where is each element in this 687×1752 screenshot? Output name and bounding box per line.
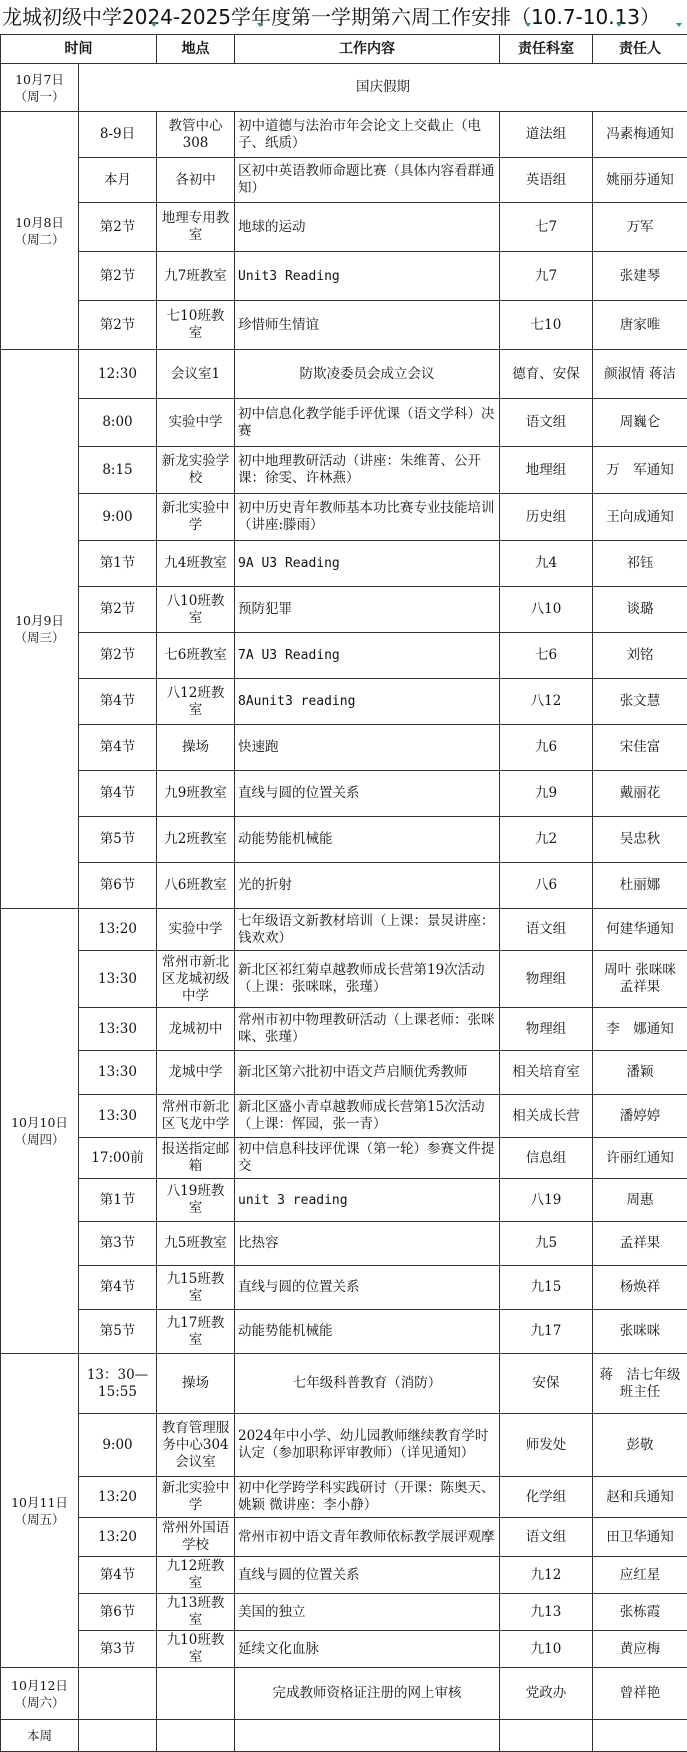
place-cell: 七10班教室 bbox=[157, 301, 235, 350]
dept-cell: 物理组 bbox=[500, 1008, 593, 1051]
time-cell: 第2节 bbox=[79, 633, 157, 679]
content-cell: 直线与圆的位置关系 bbox=[235, 1557, 500, 1594]
place-cell: 地理专用教室 bbox=[157, 203, 235, 252]
person-cell: 曾祥艳 bbox=[593, 1668, 687, 1720]
place-cell: 八12班教室 bbox=[157, 679, 235, 725]
table-row bbox=[1, 1051, 687, 1095]
time-cell bbox=[79, 1668, 157, 1720]
person-cell: 万 军通知 bbox=[593, 447, 687, 494]
time-cell: 12:30 bbox=[79, 350, 157, 399]
content-cell: 9A U3 Reading bbox=[235, 541, 500, 587]
content-cell: 初中历史青年教师基本功比赛专业技能培训（讲座:滕雨） bbox=[235, 494, 500, 541]
place-cell: 新北实验中学 bbox=[157, 494, 235, 541]
time-cell: 9:00 bbox=[79, 1414, 157, 1477]
filter-dropdown-icon[interactable] bbox=[150, 22, 159, 29]
person-cell: 唐家唯 bbox=[593, 301, 687, 350]
person-cell: 王向成通知 bbox=[593, 494, 687, 541]
place-cell: 操场 bbox=[157, 725, 235, 771]
time-cell: 第5节 bbox=[79, 817, 157, 863]
place-cell: 八10班教室 bbox=[157, 587, 235, 633]
dept-cell: 化学组 bbox=[500, 1477, 593, 1518]
time-cell: 13:30 bbox=[79, 1095, 157, 1138]
dept-cell: 信息组 bbox=[500, 1138, 593, 1179]
person-cell: 周巍仑 bbox=[593, 399, 687, 447]
dept-cell: 九9 bbox=[500, 771, 593, 817]
place-cell: 八19班教室 bbox=[157, 1179, 235, 1222]
person-cell: 蒋 洁七年级班主任 bbox=[593, 1354, 687, 1414]
date-cell: 10月8日 （周二） bbox=[1, 112, 79, 350]
table-row bbox=[1, 951, 687, 1008]
person-cell: 杜丽娜 bbox=[593, 863, 687, 909]
dept-cell: 党政办 bbox=[500, 1668, 593, 1720]
content-cell: 区初中英语教师命题比赛（具体内容看群通知） bbox=[235, 158, 500, 203]
content-cell: 常州市初中语文青年教师依标教学展评观摩 bbox=[235, 1518, 500, 1557]
time-cell: 第4节 bbox=[79, 1266, 157, 1310]
time-cell: 13:20 bbox=[79, 909, 157, 951]
time-cell: 第3节 bbox=[79, 1222, 157, 1266]
person-cell: 彭敬 bbox=[593, 1414, 687, 1477]
person-cell: 张咪咪 bbox=[593, 1310, 687, 1354]
dept-cell: 物理组 bbox=[500, 951, 593, 1008]
content-cell: 8Aunit3 reading bbox=[235, 679, 500, 725]
date-cell: 10月12日 （周六） bbox=[1, 1668, 79, 1720]
dept-cell: 九4 bbox=[500, 541, 593, 587]
table-row bbox=[1, 301, 687, 350]
place-cell bbox=[157, 1720, 235, 1752]
dept-cell: 九2 bbox=[500, 817, 593, 863]
place-cell: 教育管理服务中心304会议室 bbox=[157, 1414, 235, 1477]
dept-cell: 九17 bbox=[500, 1310, 593, 1354]
place-cell: 常州外国语学校 bbox=[157, 1518, 235, 1557]
table-row bbox=[1, 1222, 687, 1266]
place-cell: 九2班教室 bbox=[157, 817, 235, 863]
content-cell: 初中道德与法治市年会论文上交截止（电子、纸质） bbox=[235, 112, 500, 158]
time-cell: 13:30 bbox=[79, 951, 157, 1008]
time-cell: 第4节 bbox=[79, 679, 157, 725]
table-row bbox=[1, 863, 687, 909]
content-cell: 初中地理教研活动（讲座：朱维菁、公开课：徐雯、许林燕） bbox=[235, 447, 500, 494]
place-cell bbox=[157, 1668, 235, 1720]
dept-cell: 九6 bbox=[500, 725, 593, 771]
table-row bbox=[1, 1557, 687, 1594]
dept-cell: 语文组 bbox=[500, 1518, 593, 1557]
place-cell: 教管中心308 bbox=[157, 112, 235, 158]
filter-dropdown-icon[interactable] bbox=[256, 22, 265, 29]
header-time: 时间 bbox=[1, 35, 157, 64]
page-title: 龙城初级中学2024-2025学年度第一学期第六周工作安排（10.7-10.13） bbox=[0, 0, 687, 34]
content-cell: 动能势能机械能 bbox=[235, 817, 500, 863]
person-cell: 万军 bbox=[593, 203, 687, 252]
content-cell: 新北区第六批初中语文芦启顺优秀教师 bbox=[235, 1051, 500, 1095]
table-row bbox=[1, 1095, 687, 1138]
dept-cell: 八12 bbox=[500, 679, 593, 725]
dept-cell: 八6 bbox=[500, 863, 593, 909]
time-cell: 第2节 bbox=[79, 203, 157, 252]
place-cell: 九9班教室 bbox=[157, 771, 235, 817]
table-row bbox=[1, 1266, 687, 1310]
place-cell: 九5班教室 bbox=[157, 1222, 235, 1266]
dept-cell: 九12 bbox=[500, 1557, 593, 1594]
time-cell: 13:30 bbox=[79, 1008, 157, 1051]
time-cell: 第2节 bbox=[79, 587, 157, 633]
person-cell: 宋佳富 bbox=[593, 725, 687, 771]
dept-cell: 九10 bbox=[500, 1631, 593, 1668]
time-cell: 第2节 bbox=[79, 301, 157, 350]
place-cell: 九12班教室 bbox=[157, 1557, 235, 1594]
content-cell: 新北区盛小青卓越教师成长营第15次活动（上课：恽园，张一青） bbox=[235, 1095, 500, 1138]
date-cell: 10月9日 （周三） bbox=[1, 350, 79, 909]
table-row bbox=[1, 1477, 687, 1518]
content-cell: 初中信息化教学能手评优课（语文学科）决赛 bbox=[235, 399, 500, 447]
place-cell: 七6班教室 bbox=[157, 633, 235, 679]
table-row bbox=[1, 252, 687, 301]
header-dept: 责任科室 bbox=[500, 35, 593, 64]
place-cell: 八6班教室 bbox=[157, 863, 235, 909]
person-cell: 应红星 bbox=[593, 1557, 687, 1594]
place-cell: 九4班教室 bbox=[157, 541, 235, 587]
content-cell: 比热容 bbox=[235, 1222, 500, 1266]
content-cell: 珍惜师生情谊 bbox=[235, 301, 500, 350]
header-place: 地点 bbox=[157, 35, 235, 64]
person-cell: 刘铭 bbox=[593, 633, 687, 679]
table-row bbox=[1, 399, 687, 447]
content-cell: 七年级语文新教材培训（上课：景炅讲座：钱欢欢） bbox=[235, 909, 500, 951]
dept-cell: 相关培育室 bbox=[500, 1051, 593, 1095]
dept-cell: 九7 bbox=[500, 252, 593, 301]
content-cell: 地球的运动 bbox=[235, 203, 500, 252]
header-row bbox=[1, 35, 687, 64]
person-cell: 李 娜通知 bbox=[593, 1008, 687, 1051]
dept-cell: 七6 bbox=[500, 633, 593, 679]
holiday-note: 国庆假期 bbox=[79, 64, 687, 112]
content-cell: 快速跑 bbox=[235, 725, 500, 771]
date-cell: 本周 bbox=[1, 1720, 79, 1752]
place-cell: 新北实验中学 bbox=[157, 1477, 235, 1518]
time-cell: 13:30 bbox=[79, 1051, 157, 1095]
person-cell: 许丽红通知 bbox=[593, 1138, 687, 1179]
person-cell: 吴忠秋 bbox=[593, 817, 687, 863]
time-cell: 第4节 bbox=[79, 725, 157, 771]
time-cell: 第1节 bbox=[79, 541, 157, 587]
table-row bbox=[1, 203, 687, 252]
person-cell: 周叶 张咪咪 孟祥果 bbox=[593, 951, 687, 1008]
person-cell: 祁钰 bbox=[593, 541, 687, 587]
place-cell: 常州市新北区飞龙中学 bbox=[157, 1095, 235, 1138]
time-cell: 第3节 bbox=[79, 1631, 157, 1668]
table-row bbox=[1, 494, 687, 541]
table-row bbox=[1, 1179, 687, 1222]
time-cell: 第1节 bbox=[79, 1179, 157, 1222]
table-row bbox=[1, 350, 687, 399]
dept-cell: 师发处 bbox=[500, 1414, 593, 1477]
content-cell: 完成教师资格证注册的网上审核 bbox=[235, 1668, 500, 1720]
dept-cell: 七10 bbox=[500, 301, 593, 350]
time-cell: 9:00 bbox=[79, 494, 157, 541]
place-cell: 实验中学 bbox=[157, 399, 235, 447]
dept-cell: 安保 bbox=[500, 1354, 593, 1414]
content-cell: 美国的独立 bbox=[235, 1594, 500, 1631]
person-cell bbox=[593, 1720, 687, 1752]
place-cell: 会议室1 bbox=[157, 350, 235, 399]
person-cell: 周惠 bbox=[593, 1179, 687, 1222]
place-cell: 九17班教室 bbox=[157, 1310, 235, 1354]
table-row bbox=[1, 817, 687, 863]
content-cell: 7A U3 Reading bbox=[235, 633, 500, 679]
place-cell: 常州市新北区龙城初级中学 bbox=[157, 951, 235, 1008]
dept-cell bbox=[500, 1720, 593, 1752]
table-row bbox=[1, 447, 687, 494]
person-cell: 谈璐 bbox=[593, 587, 687, 633]
person-cell: 张建琴 bbox=[593, 252, 687, 301]
content-cell: unit 3 reading bbox=[235, 1179, 500, 1222]
content-cell: 2024年中小学、幼儿园教师继续教育学时认定（参加职称评审教师）（详见通知） bbox=[235, 1414, 500, 1477]
table-row bbox=[1, 725, 687, 771]
filter-dropdown-icon[interactable] bbox=[615, 22, 624, 29]
table-row bbox=[1, 1008, 687, 1051]
date-cell: 10月7日 （周一） bbox=[1, 64, 79, 112]
place-cell: 新龙实验学校 bbox=[157, 447, 235, 494]
dept-cell: 八10 bbox=[500, 587, 593, 633]
dept-cell: 九15 bbox=[500, 1266, 593, 1310]
content-cell: 初中信息科技评优课（第一轮）参赛文件提交 bbox=[235, 1138, 500, 1179]
person-cell: 冯素梅通知 bbox=[593, 112, 687, 158]
person-cell: 孟祥果 bbox=[593, 1222, 687, 1266]
table-row bbox=[1, 633, 687, 679]
date-cell: 10月10日 （周四） bbox=[1, 909, 79, 1354]
dept-cell: 八19 bbox=[500, 1179, 593, 1222]
content-cell bbox=[235, 1720, 500, 1752]
dept-cell: 九5 bbox=[500, 1222, 593, 1266]
time-cell: 8:15 bbox=[79, 447, 157, 494]
table-row bbox=[1, 1414, 687, 1477]
time-cell: 第6节 bbox=[79, 1594, 157, 1631]
time-cell: 第6节 bbox=[79, 863, 157, 909]
time-cell: 13:20 bbox=[79, 1518, 157, 1557]
dept-cell: 七7 bbox=[500, 203, 593, 252]
place-cell: 九10班教室 bbox=[157, 1631, 235, 1668]
content-cell: Unit3 Reading bbox=[235, 252, 500, 301]
person-cell: 潘婷婷 bbox=[593, 1095, 687, 1138]
date-cell: 10月11日 （周五） bbox=[1, 1354, 79, 1668]
table-row bbox=[1, 1518, 687, 1557]
content-cell: 动能势能机械能 bbox=[235, 1310, 500, 1354]
table-row bbox=[1, 587, 687, 633]
table-row bbox=[1, 541, 687, 587]
table-row bbox=[1, 1310, 687, 1354]
content-cell: 光的折射 bbox=[235, 863, 500, 909]
content-cell: 七年级科普教育（消防） bbox=[235, 1354, 500, 1414]
table-row bbox=[1, 158, 687, 203]
dept-cell: 九13 bbox=[500, 1594, 593, 1631]
dept-cell: 相关成长营 bbox=[500, 1095, 593, 1138]
time-cell bbox=[79, 1720, 157, 1752]
table-row bbox=[1, 1668, 687, 1720]
table-row bbox=[1, 112, 687, 158]
content-cell: 直线与圆的位置关系 bbox=[235, 1266, 500, 1310]
time-cell: 13：30—15:55 bbox=[79, 1354, 157, 1414]
dept-cell: 英语组 bbox=[500, 158, 593, 203]
person-cell: 何建华通知 bbox=[593, 909, 687, 951]
dept-cell: 道法组 bbox=[500, 112, 593, 158]
person-cell: 赵和兵通知 bbox=[593, 1477, 687, 1518]
table-row bbox=[1, 1631, 687, 1668]
person-cell: 杨焕祥 bbox=[593, 1266, 687, 1310]
person-cell: 黄应梅 bbox=[593, 1631, 687, 1668]
person-cell: 田卫华通知 bbox=[593, 1518, 687, 1557]
table-row bbox=[1, 1594, 687, 1631]
filter-dropdown-icon[interactable] bbox=[675, 22, 684, 29]
dept-cell: 语文组 bbox=[500, 399, 593, 447]
person-cell: 潘颖 bbox=[593, 1051, 687, 1095]
person-cell: 张文慧 bbox=[593, 679, 687, 725]
table-row bbox=[1, 909, 687, 951]
time-cell: 17:00前 bbox=[79, 1138, 157, 1179]
table-row bbox=[1, 1354, 687, 1414]
table-row bbox=[1, 679, 687, 725]
place-cell: 九13班教室 bbox=[157, 1594, 235, 1631]
place-cell: 操场 bbox=[157, 1354, 235, 1414]
content-cell: 新北区祁红菊卓越教师成长营第19次活动（上课：张咪咪，张瑾） bbox=[235, 951, 500, 1008]
place-cell: 实验中学 bbox=[157, 909, 235, 951]
schedule-table bbox=[0, 34, 687, 1752]
place-cell: 报送指定邮箱 bbox=[157, 1138, 235, 1179]
content-cell: 延续文化血脉 bbox=[235, 1631, 500, 1668]
time-cell: 8:00 bbox=[79, 399, 157, 447]
time-cell: 第2节 bbox=[79, 252, 157, 301]
dept-cell: 地理组 bbox=[500, 447, 593, 494]
time-cell: 13:20 bbox=[79, 1477, 157, 1518]
content-cell: 常州市初中物理教研活动（上课老师：张咪咪、张瑾） bbox=[235, 1008, 500, 1051]
content-cell: 预防犯罪 bbox=[235, 587, 500, 633]
person-cell: 戴丽花 bbox=[593, 771, 687, 817]
place-cell: 龙城中学 bbox=[157, 1051, 235, 1095]
table-row bbox=[1, 1720, 687, 1752]
table-row bbox=[1, 1138, 687, 1179]
dept-cell: 德育、安保 bbox=[500, 350, 593, 399]
table-row bbox=[1, 64, 687, 112]
person-cell: 姚丽芬通知 bbox=[593, 158, 687, 203]
place-cell: 各初中 bbox=[157, 158, 235, 203]
time-cell: 本月 bbox=[79, 158, 157, 203]
content-cell: 防欺凌委员会成立会议 bbox=[235, 350, 500, 399]
table-row bbox=[1, 771, 687, 817]
dept-cell: 历史组 bbox=[500, 494, 593, 541]
header-person: 责任人 bbox=[593, 35, 687, 64]
time-cell: 第5节 bbox=[79, 1310, 157, 1354]
place-cell: 龙城初中 bbox=[157, 1008, 235, 1051]
content-cell: 直线与圆的位置关系 bbox=[235, 771, 500, 817]
time-cell: 第4节 bbox=[79, 771, 157, 817]
filter-dropdown-icon[interactable] bbox=[524, 22, 533, 29]
content-cell: 初中化学跨学科实践研讨（开课：陈奥天、姚颖 微讲座：李小静） bbox=[235, 1477, 500, 1518]
place-cell: 九7班教室 bbox=[157, 252, 235, 301]
person-cell: 张栋霞 bbox=[593, 1594, 687, 1631]
time-cell: 第4节 bbox=[79, 1557, 157, 1594]
person-cell: 颜淑情 蒋洁 bbox=[593, 350, 687, 399]
header-content: 工作内容 bbox=[235, 35, 500, 64]
place-cell: 九15班教室 bbox=[157, 1266, 235, 1310]
dept-cell: 语文组 bbox=[500, 909, 593, 951]
time-cell: 8-9日 bbox=[79, 112, 157, 158]
